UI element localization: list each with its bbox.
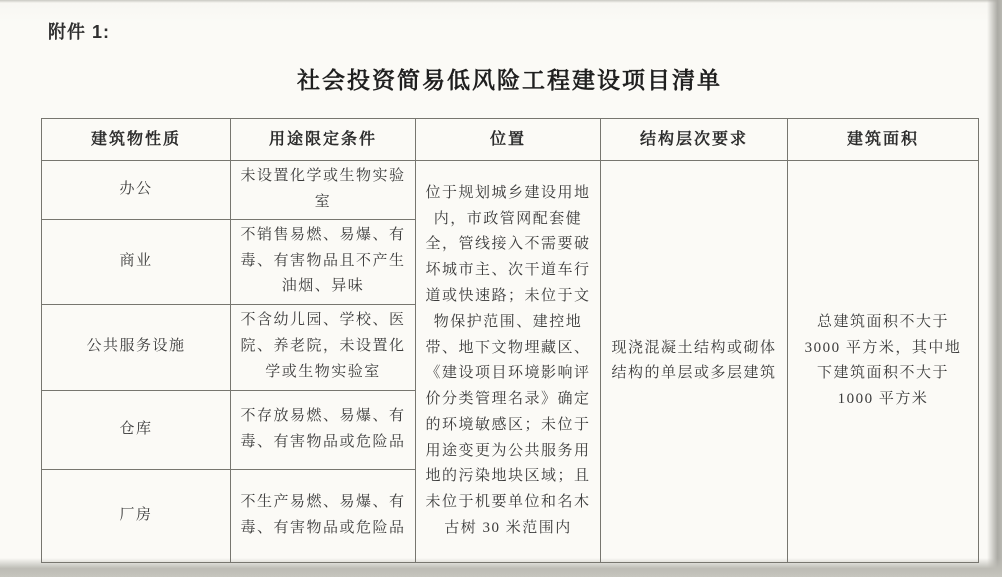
attachment-label: 附件 1:	[48, 22, 111, 42]
table-row	[42, 161, 979, 220]
table-header-row	[42, 119, 979, 161]
page-title: 社会投资简易低风险工程建设项目清单	[297, 67, 722, 93]
scan-edge-top	[0, 0, 1002, 3]
use-condition-cell: 不生产易燃、易爆、有毒、有害物品或危险品	[231, 469, 416, 562]
location-cell: 位于规划城乡建设用地内，市政管网配套健全，管线接入不需要破坏城市主、次干道车行道或快速路；未位于文物保护范围、建控地带、地下文物埋藏区、《建设项目环境影响评价分类管理名录》确定的环境敏感区；未位于用途变更为公共服务用地的污染地块区域；且未位于机要单位和名木古树 30 米范围内	[416, 161, 601, 563]
use-condition-cell: 不销售易燃、易爆、有毒、有害物品且不产生油烟、异味	[231, 219, 416, 304]
use-condition-cell: 不含幼儿园、学校、医院、养老院，未设置化学或生物实验室	[231, 304, 416, 390]
header-use-condition: 用途限定条件	[231, 119, 416, 161]
header-building-area: 建筑面积	[788, 119, 979, 161]
structure-cell: 现浇混凝土结构或砌体结构的单层或多层建筑	[601, 161, 788, 563]
building-nature-cell: 商业	[42, 219, 231, 304]
building-nature-cell: 仓库	[42, 390, 231, 469]
use-condition-cell: 不存放易燃、易爆、有毒、有害物品或危险品	[231, 390, 416, 469]
area-cell: 总建筑面积不大于 3000 平方米，其中地下建筑面积不大于 1000 平方米	[788, 161, 979, 563]
header-location: 位置	[416, 119, 601, 161]
header-building-nature: 建筑物性质	[42, 119, 231, 161]
use-condition-cell: 未设置化学或生物实验室	[231, 161, 416, 220]
project-list-table	[41, 118, 979, 563]
building-nature-cell: 办公	[42, 161, 231, 220]
scan-edge-right	[987, 0, 1002, 577]
header-structure-requirement: 结构层次要求	[601, 119, 788, 161]
building-nature-cell: 厂房	[42, 469, 231, 562]
building-nature-cell: 公共服务设施	[42, 304, 231, 390]
